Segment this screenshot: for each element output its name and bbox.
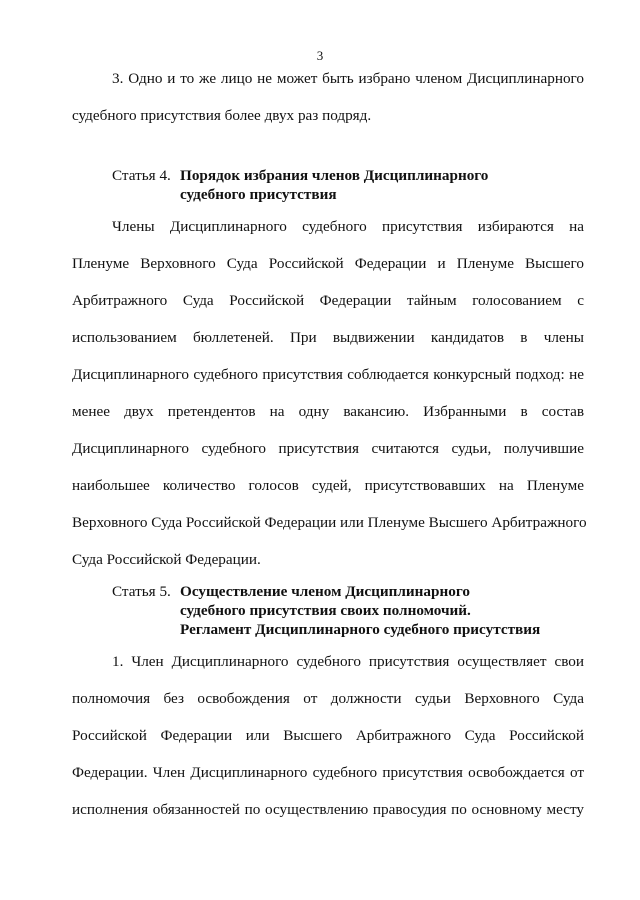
page-number: 3: [316, 48, 324, 63]
paragraph-line: Члены Дисциплинарного судебного присутствия избираются на: [112, 218, 584, 235]
paragraph-line: 3. Одно и то же лицо не может быть избрано членом Дисциплинарного: [112, 70, 584, 87]
paragraph-line: исполнения обязанностей по осуществлению правосудия по основному месту: [72, 801, 584, 818]
paragraph-line: наибольшее количество голосов судей, присутствовавших на Пленуме: [72, 477, 584, 494]
article-title-continuation: Регламент Дисциплинарного судебного присутствия: [180, 621, 541, 638]
article-title: Осуществление членом Дисциплинарного: [180, 583, 470, 600]
article-label: Статья 4.: [112, 167, 171, 184]
paragraph-line: Российской Федерации или Высшего Арбитражного Суда Российской: [72, 727, 584, 744]
article-5-paragraph: [72, 643, 584, 828]
paragraph-line: судебного присутствия более двух раз подряд.: [72, 107, 372, 124]
paragraph-line: Дисциплинарного судебного присутствия соблюдается конкурсный подход: не: [72, 366, 584, 383]
article-title: Порядок избрания членов Дисциплинарного: [180, 167, 489, 184]
paragraph-line: Пленуме Верховного Суда Российской Федерации и Пленуме Высшего: [72, 255, 584, 272]
paragraph-line: Арбитражного Суда Российской Федерации тайным голосованием с: [72, 292, 584, 309]
article-label: Статья 5.: [112, 583, 171, 600]
paragraph-line: использованием бюллетеней. При выдвижении кандидатов в члены: [72, 329, 584, 346]
paragraph-line: Федерации. Член Дисциплинарного судебного присутствия освобождается от: [72, 764, 584, 781]
article-4-paragraph: [72, 208, 587, 578]
paragraph-line: Верховного Суда Российской Федерации или Пленуме Высшего Арбитражного: [72, 514, 587, 531]
paragraph-line: полномочия без освобождения от должности судьи Верховного Суда: [72, 690, 584, 707]
article-5-heading: [112, 582, 612, 639]
paragraph-line: Дисциплинарного судебного присутствия считаются судьи, получившие: [72, 440, 584, 457]
article-title-continuation: судебного присутствия: [180, 186, 337, 203]
paragraph-line: 1. Член Дисциплинарного судебного присутствия осуществляет свои: [112, 653, 584, 670]
article-3-paragraph: [72, 60, 584, 134]
paragraph-line: менее двух претендентов на одну вакансию. Избранными в состав: [72, 403, 584, 420]
article-title-continuation: судебного присутствия своих полномочий.: [180, 602, 471, 619]
article-4-heading: [112, 166, 612, 204]
paragraph-line: Суда Российской Федерации.: [72, 551, 261, 568]
